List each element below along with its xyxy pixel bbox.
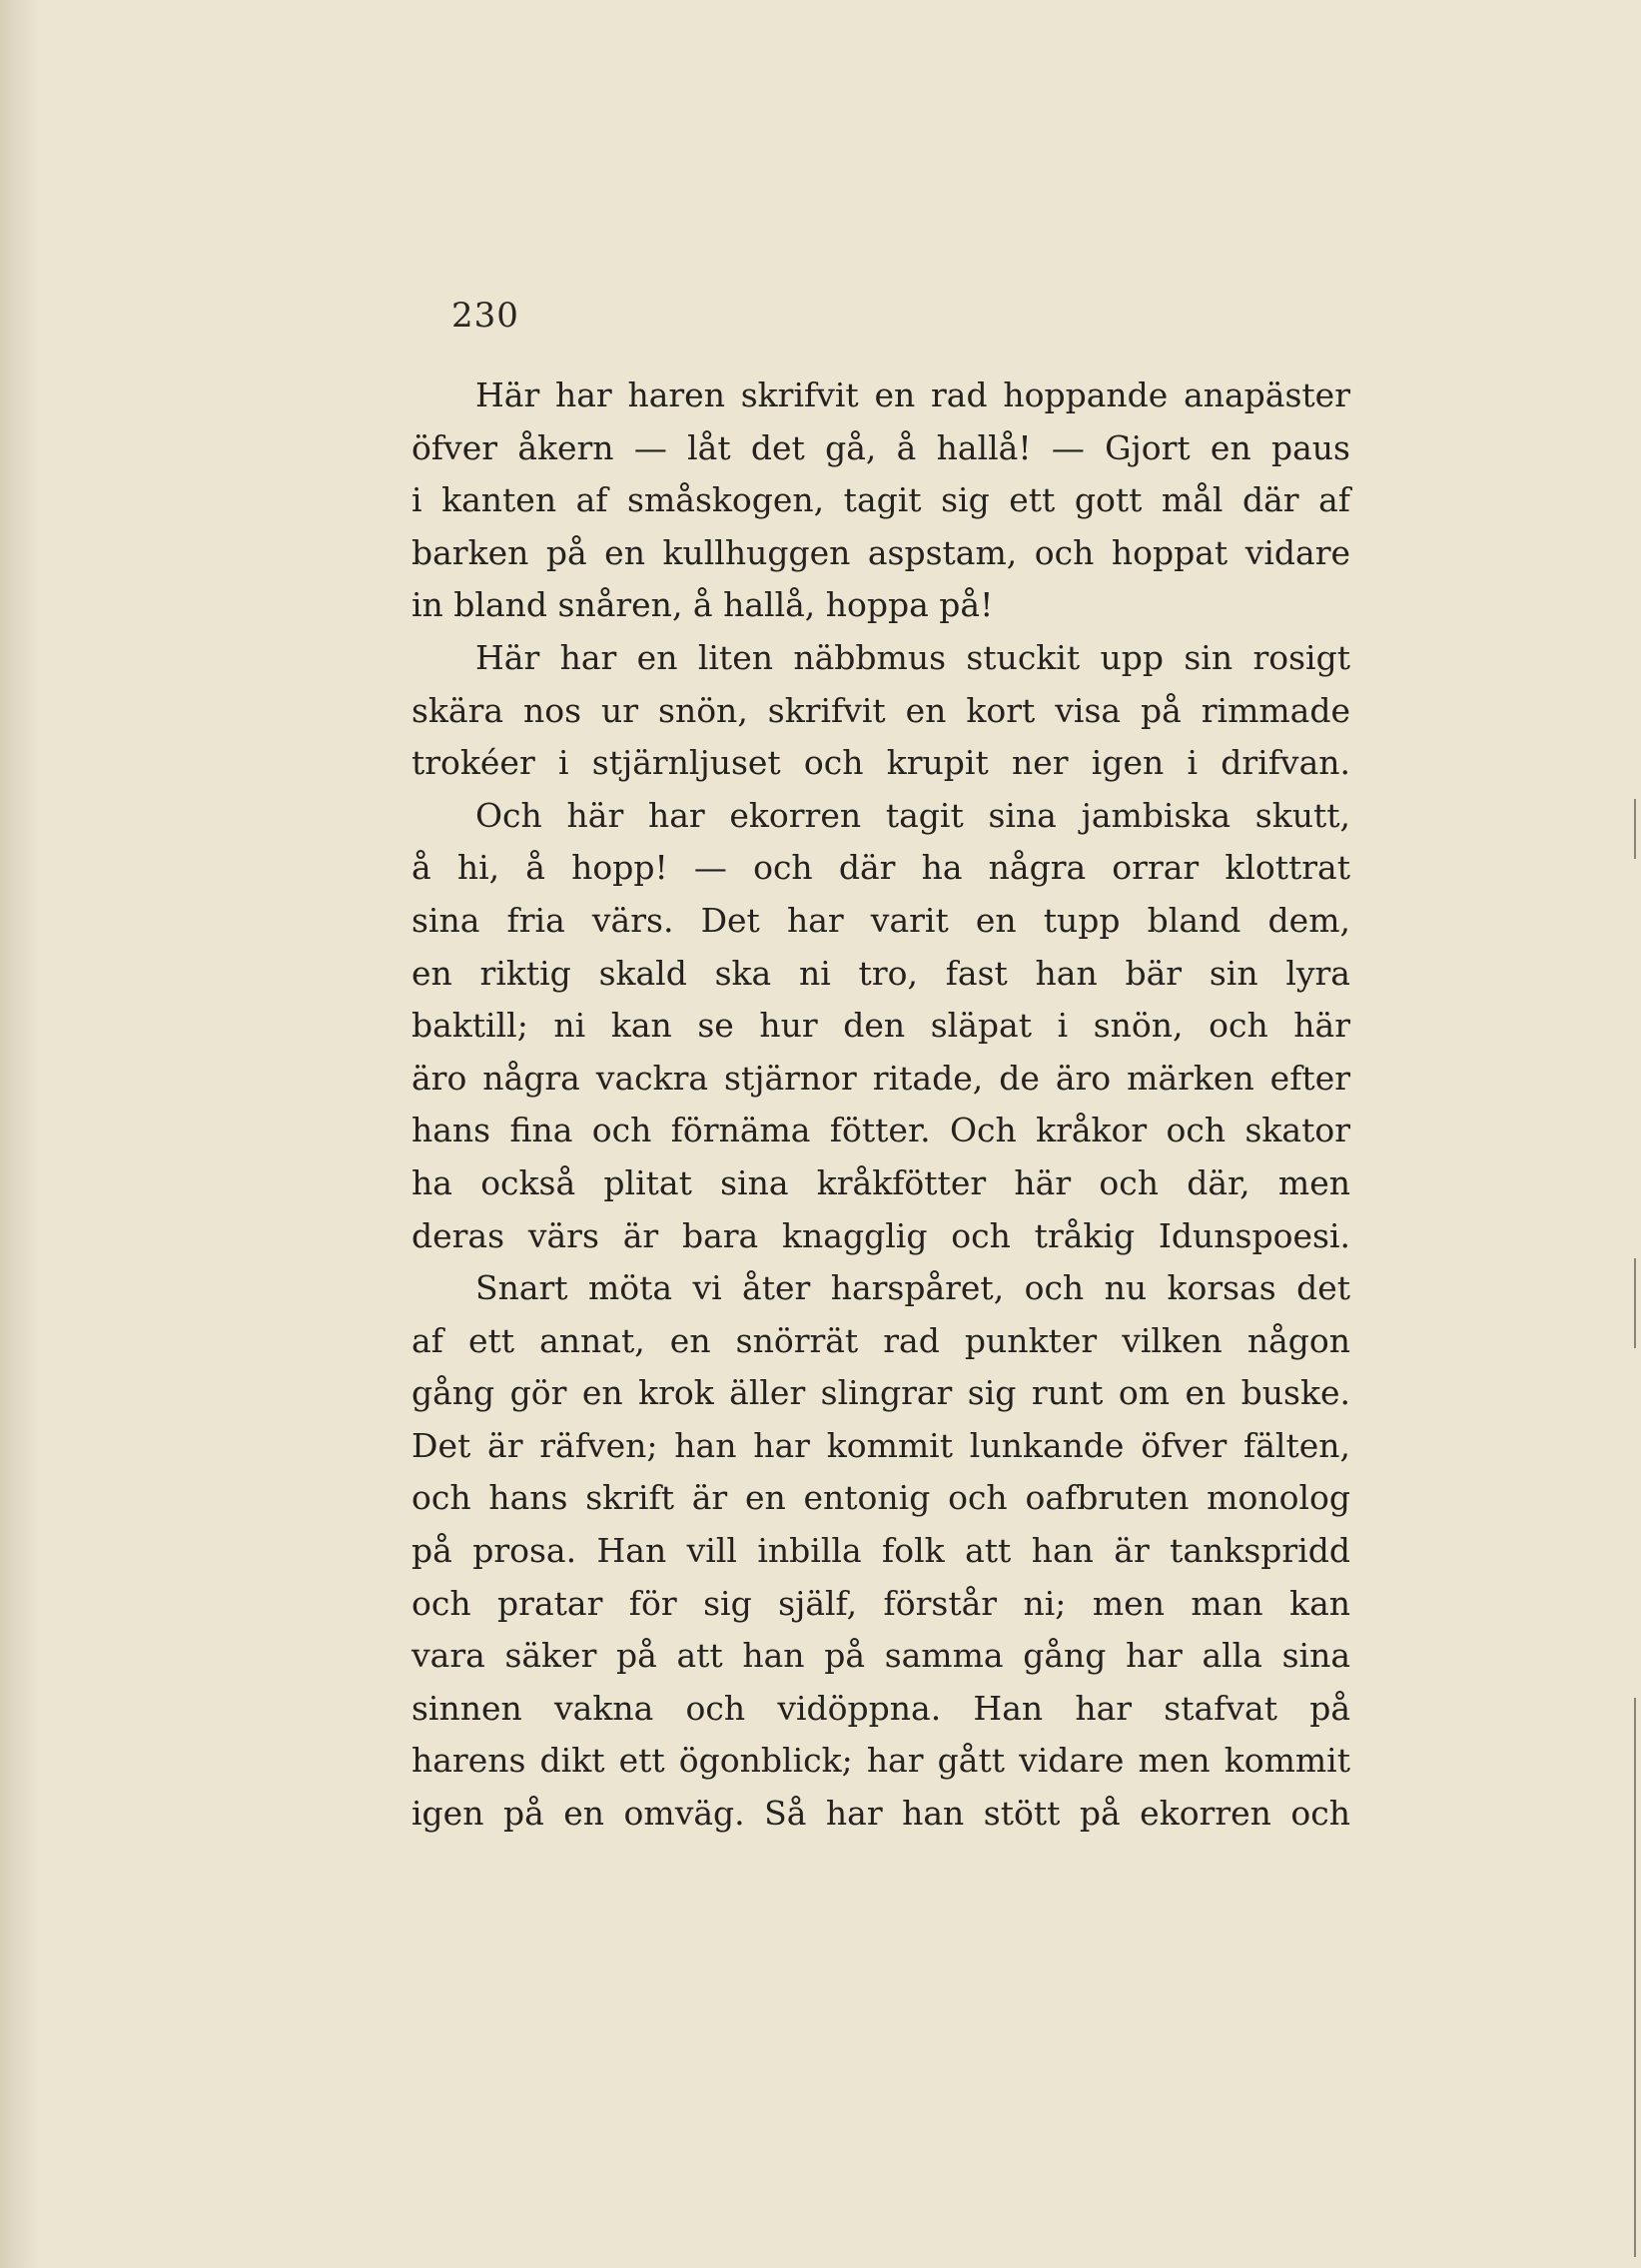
text-line: af ett annat, en snörrät rad punkter vilken någon	[411, 1320, 1350, 1360]
text-line: öfver åkern — låt det gå, å hallå! — Gjort en paus	[411, 427, 1350, 467]
text-line: och pratar för sig själf, förstår ni; men man kan	[411, 1583, 1350, 1623]
text-line: på prosa. Han vill inbilla folk att han är tankspridd	[411, 1531, 1350, 1571]
text-line: Och här har ekorren tagit sina jambiska skutt,	[475, 795, 1350, 835]
text-line: barken på en kullhuggen aspstam, och hoppat vidare	[411, 532, 1350, 572]
body-text	[411, 370, 1350, 1841]
text-line: en riktig skald ska ni tro, fast han bär sin lyra	[411, 953, 1350, 993]
text-line: Det är räfven; han har kommit lunkande öfver fälten,	[411, 1425, 1350, 1465]
page-edge-mark	[1634, 1258, 1636, 1348]
text-line: trokéer i stjärnljuset och krupit ner igen i drifvan.	[411, 743, 1350, 783]
text-line: baktill; ni kan se hur den släpat i snön, och här	[411, 1006, 1350, 1046]
page-edge-mark	[1634, 1698, 1636, 2257]
text-line: Här har haren skrifvit en rad hoppande anapäster	[475, 376, 1350, 414]
text-line: i kanten af småskogen, tagit sig ett gott mål där af	[411, 480, 1350, 520]
text-line: deras värs är bara knagglig och tråkig Idunspoesi.	[411, 1215, 1350, 1255]
text-line: skära nos ur snön, skrifvit en kort visa på rimmade	[411, 690, 1350, 730]
text-line: sinnen vakna och vidöppna. Han har stafvat på	[411, 1688, 1350, 1728]
page-fold-shadow	[0, 0, 40, 2268]
page-edge-mark	[1634, 799, 1636, 859]
text-line: vara säker på att han på samma gång har alla sina	[411, 1636, 1350, 1676]
text-line: sina fria värs. Det har varit en tupp bland dem,	[411, 900, 1350, 940]
page-number: 230	[451, 296, 519, 336]
text-line: Snart möta vi åter harspåret, och nu korsas det	[475, 1268, 1350, 1308]
text-line: Här har en liten näbbmus stuckit upp sin rosigt	[475, 637, 1350, 677]
text-line: gång gör en krok äller slingrar sig runt om en buske.	[411, 1373, 1350, 1413]
text-line: ha också plitat sina kråkfötter här och där, men	[411, 1162, 1350, 1202]
text-line: och hans skrift är en entonig och oafbruten monolog	[411, 1478, 1350, 1518]
text-line: äro några vackra stjärnor ritade, de äro märken efter	[411, 1058, 1350, 1098]
text-line: hans fina och förnäma fötter. Och kråkor och skator	[411, 1111, 1350, 1150]
text-line: å hi, å hopp! — och där ha några orrar klottrat	[411, 848, 1350, 888]
text-line: in bland snåren, å hallå, hoppa på!	[411, 585, 994, 625]
text-line: harens dikt ett ögonblick; har gått vidare men kommit	[411, 1741, 1350, 1781]
text-line: igen på en omväg. Så har han stött på ekorren och	[411, 1794, 1350, 1834]
